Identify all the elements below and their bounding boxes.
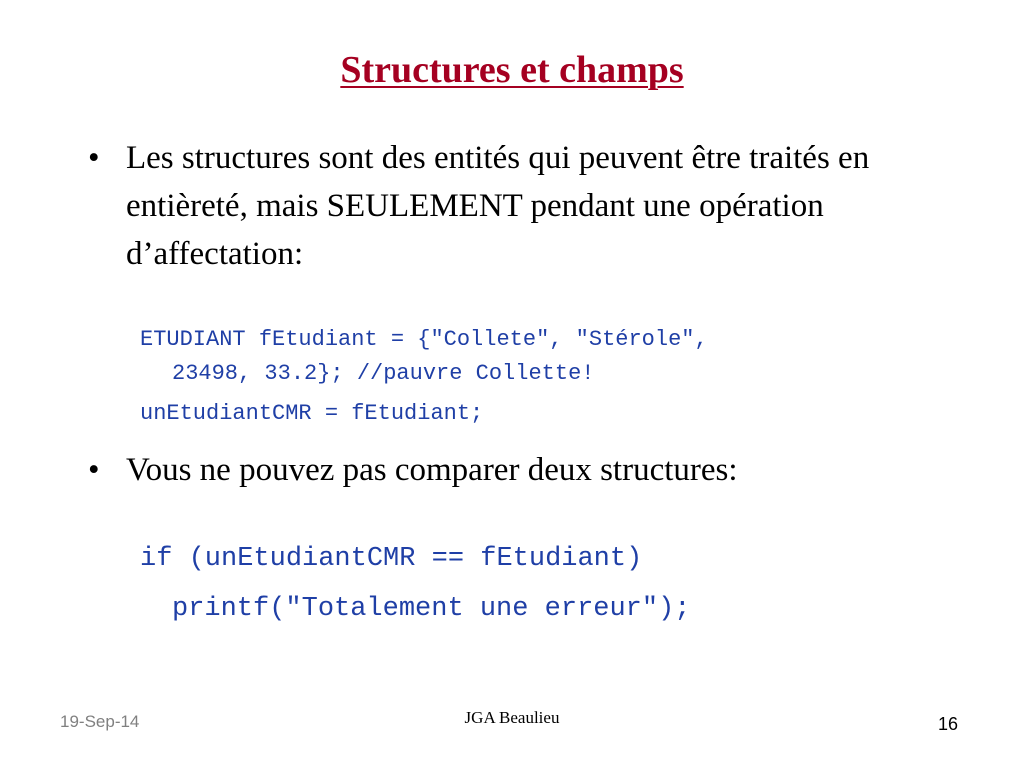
- code-line: ETUDIANT fEtudiant = {"Collete", "Stérole",: [140, 327, 708, 352]
- bullet-text: Les structures sont des entités qui peuvent être traités en entièreté, mais SEULEMENT pendant une opération d’affectation:: [126, 140, 870, 272]
- code-line: printf("Totalement une erreur");: [172, 594, 691, 624]
- footer-date: 19-Sep-14: [60, 712, 140, 731]
- slide-title: Structures et champs: [340, 49, 684, 91]
- code-line: if (unEtudiantCMR == fEtudiant): [140, 544, 643, 574]
- footer-author: JGA Beaulieu: [464, 708, 560, 727]
- code-line: unEtudiantCMR = fEtudiant;: [140, 401, 484, 426]
- bullet-symbol: •: [88, 140, 100, 176]
- bullet-symbol: •: [88, 452, 100, 488]
- bullet-item: [88, 134, 908, 278]
- bullet-text: Vous ne pouvez pas comparer deux structures:: [126, 452, 738, 488]
- page-number: 16: [937, 714, 958, 734]
- bullet-item: [88, 446, 908, 494]
- code-line: 23498, 33.2}; //pauvre Collette!: [172, 361, 595, 386]
